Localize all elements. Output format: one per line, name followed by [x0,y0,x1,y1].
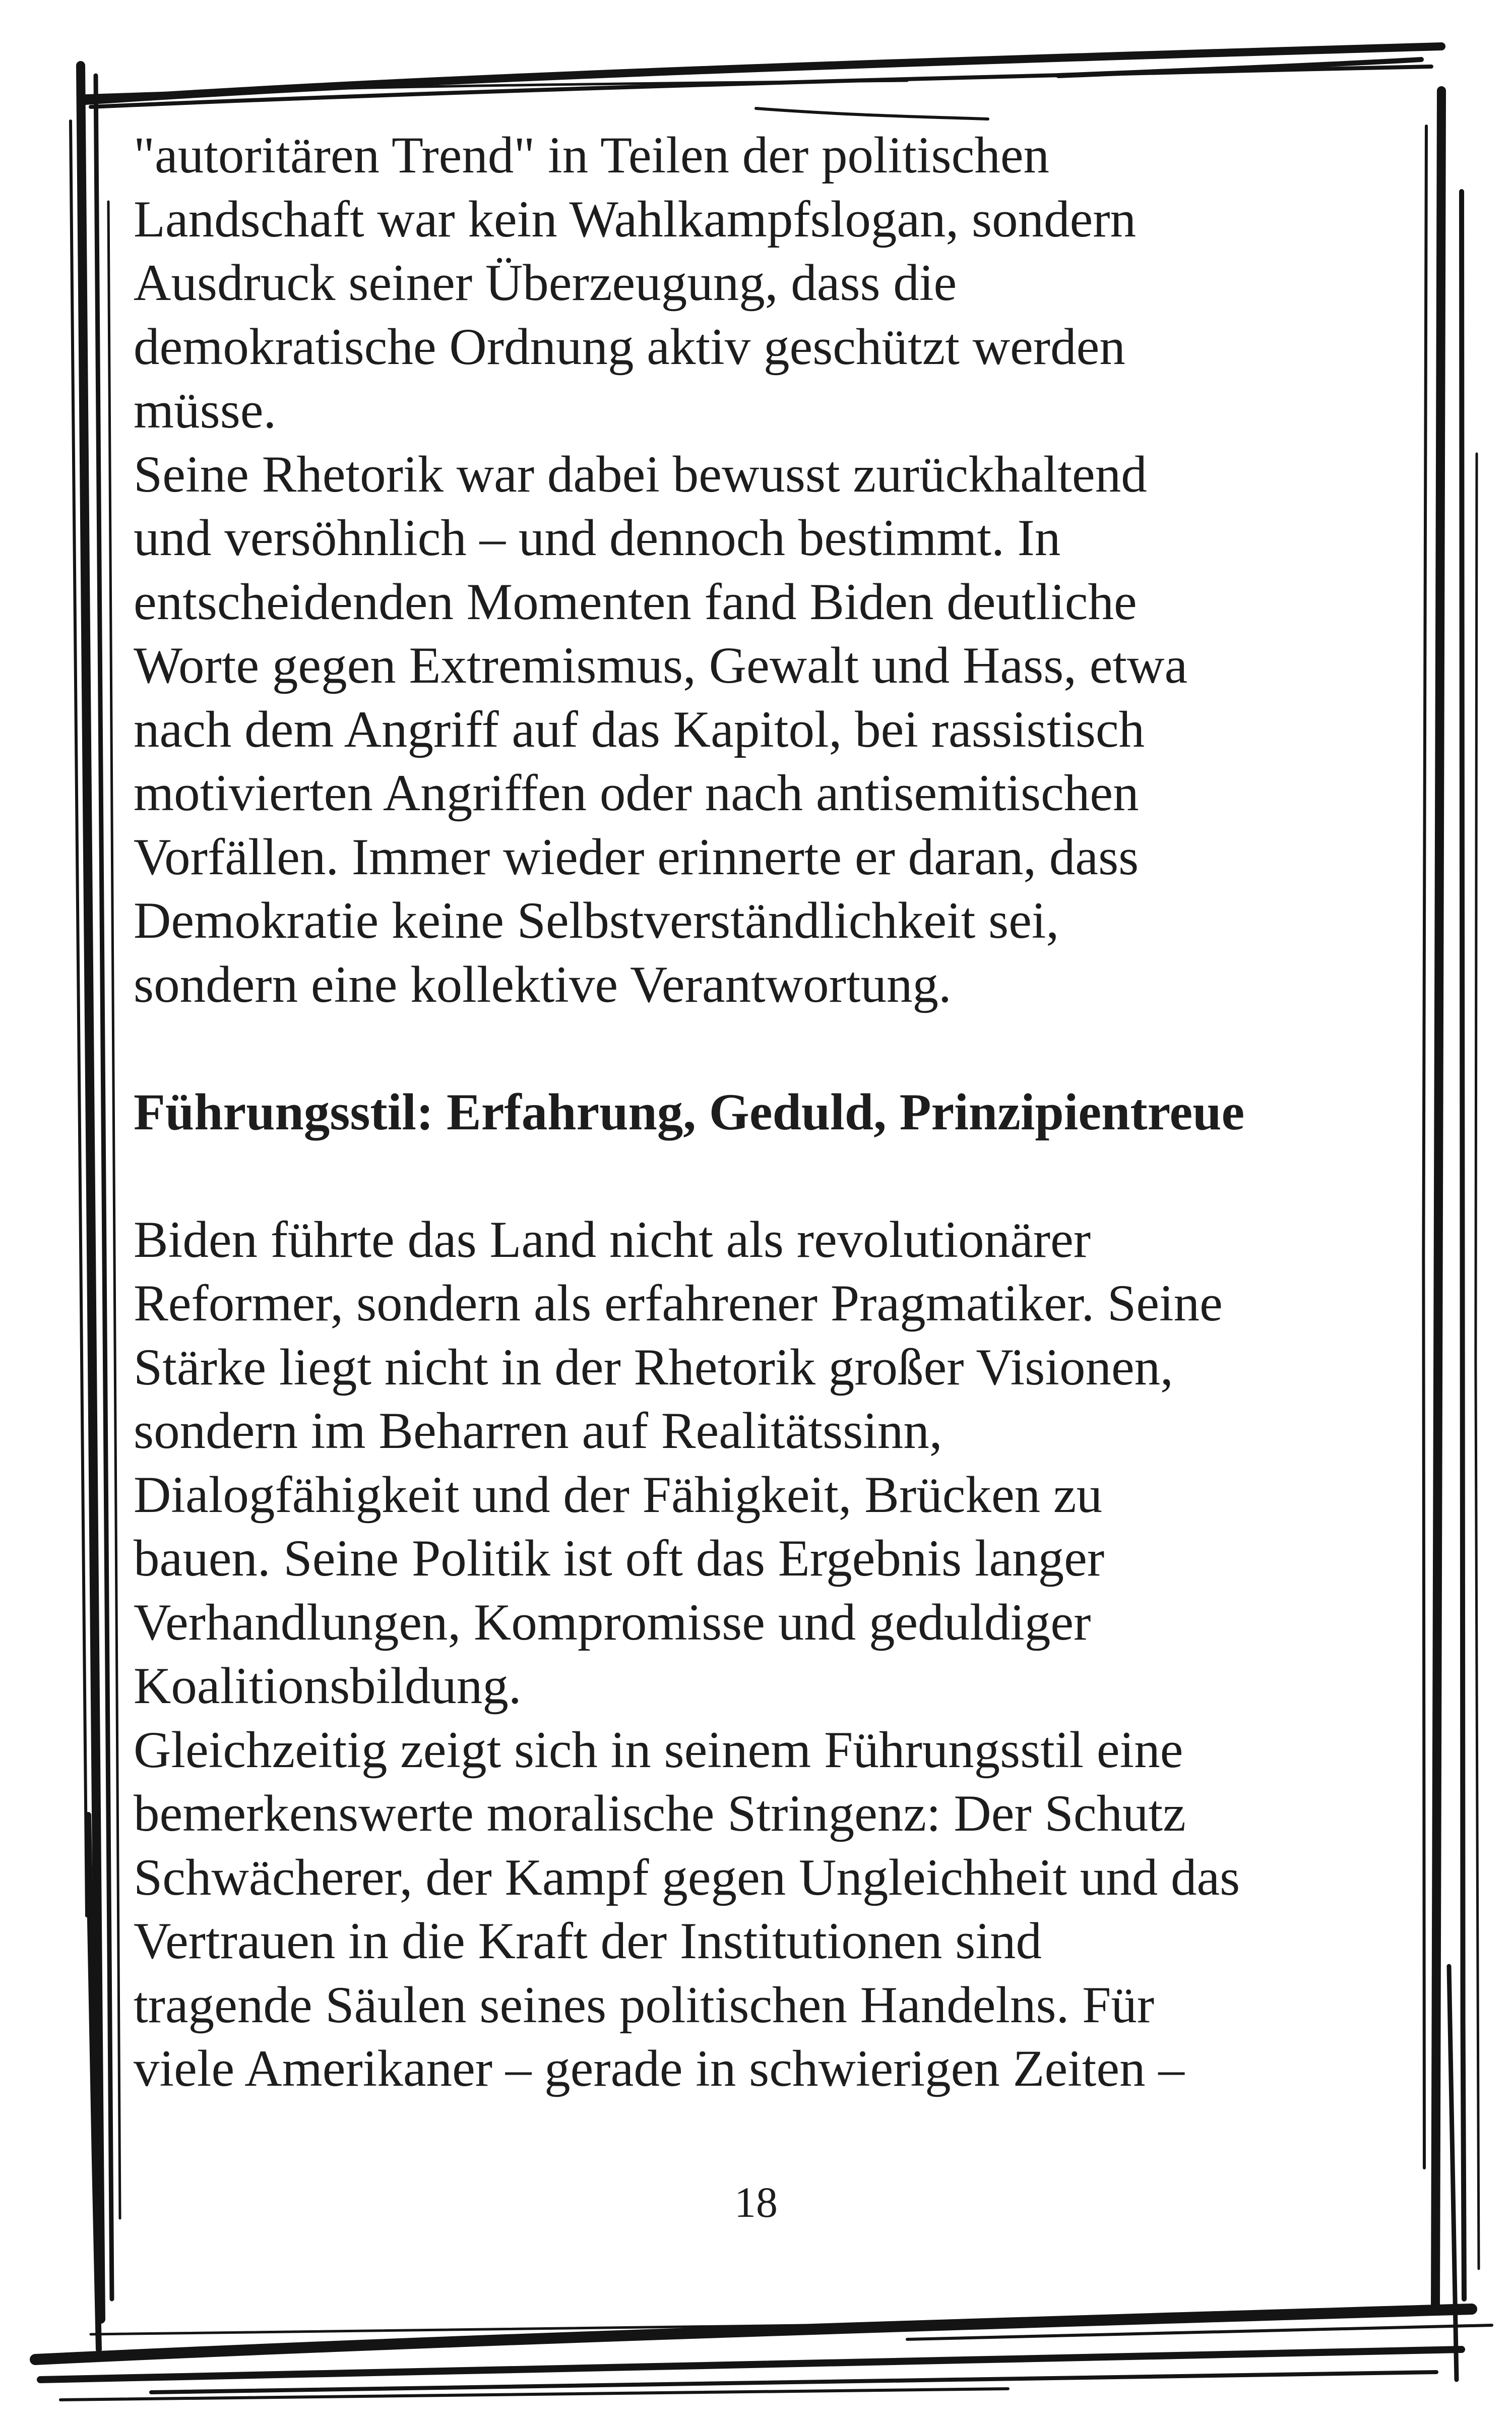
paragraph-spacer [134,1144,1424,1208]
text-line: müsse. [134,382,277,439]
text-line: motivierten Angriffen oder nach antisemitischen [134,764,1139,822]
paragraph-spacer [134,1016,1424,1080]
text-line: nach dem Angriff auf das Kapitol, bei rassistisch [134,700,1145,758]
text-line: Landschaft war kein Wahlkampfslogan, sondern [134,190,1137,248]
text-line: und versöhnlich – und dennoch bestimmt. In [134,509,1061,567]
text-line: Demokratie keine Selbstverständlichkeit sei, [134,892,1059,949]
text-line: Vorfällen. Immer wieder erinnerte er daran, dass [134,828,1139,886]
text-line: Koalitionsbildung. [134,1657,522,1715]
text-line: entscheidenden Momenten fand Biden deutliche [134,573,1137,631]
text-line: viele Amerikaner – gerade in schwierigen Zeiten – [134,2040,1184,2097]
text-line: Stärke liegt nicht in der Rhetorik großer Visionen, [134,1338,1173,1396]
text-line: Biden führte das Land nicht als revolutionärer [134,1211,1091,1268]
text-line: bauen. Seine Politik ist oft das Ergebnis langer [134,1530,1105,1587]
text-line: demokratische Ordnung aktiv geschützt werden [134,318,1125,376]
text-line: Seine Rhetorik war dabei bewusst zurückhaltend [134,445,1147,503]
text-line: sondern eine kollektive Verantwortung. [134,955,952,1013]
text-line: sondern im Beharren auf Realitätssinn, [134,1402,942,1460]
page-number: 18 [734,2178,778,2226]
text-line: Worte gegen Extremismus, Gewalt und Hass, etwa [134,637,1188,694]
text-line: Gleichzeitig zeigt sich in seinem Führungsstil eine [134,1721,1183,1779]
section-heading: Führungsstil: Erfahrung, Geduld, Prinzipientreue [134,1083,1245,1141]
text-line: "autoritären Trend" in Teilen der politischen [134,127,1050,184]
text-line: Reformer, sondern als erfahrener Pragmatiker. Seine [134,1275,1223,1332]
text-line: Vertrauen in die Kraft der Institutionen sind [134,1912,1042,1970]
text-line: Dialogfähigkeit und der Fähigkeit, Brücken zu [134,1466,1103,1524]
text-line: Schwächerer, der Kampf gegen Ungleichheit und das [134,1848,1240,1906]
text-line: tragende Säulen seines politischen Handelns. Für [134,1976,1155,2034]
text-line: bemerkenswerte moralische Stringenz: Der Schutz [134,1785,1186,1842]
text-line: Ausdruck seiner Überzeugung, dass die [134,254,957,312]
page-body-text [134,124,1424,2101]
text-line: Verhandlungen, Kompromisse und geduldiger [134,1593,1091,1651]
